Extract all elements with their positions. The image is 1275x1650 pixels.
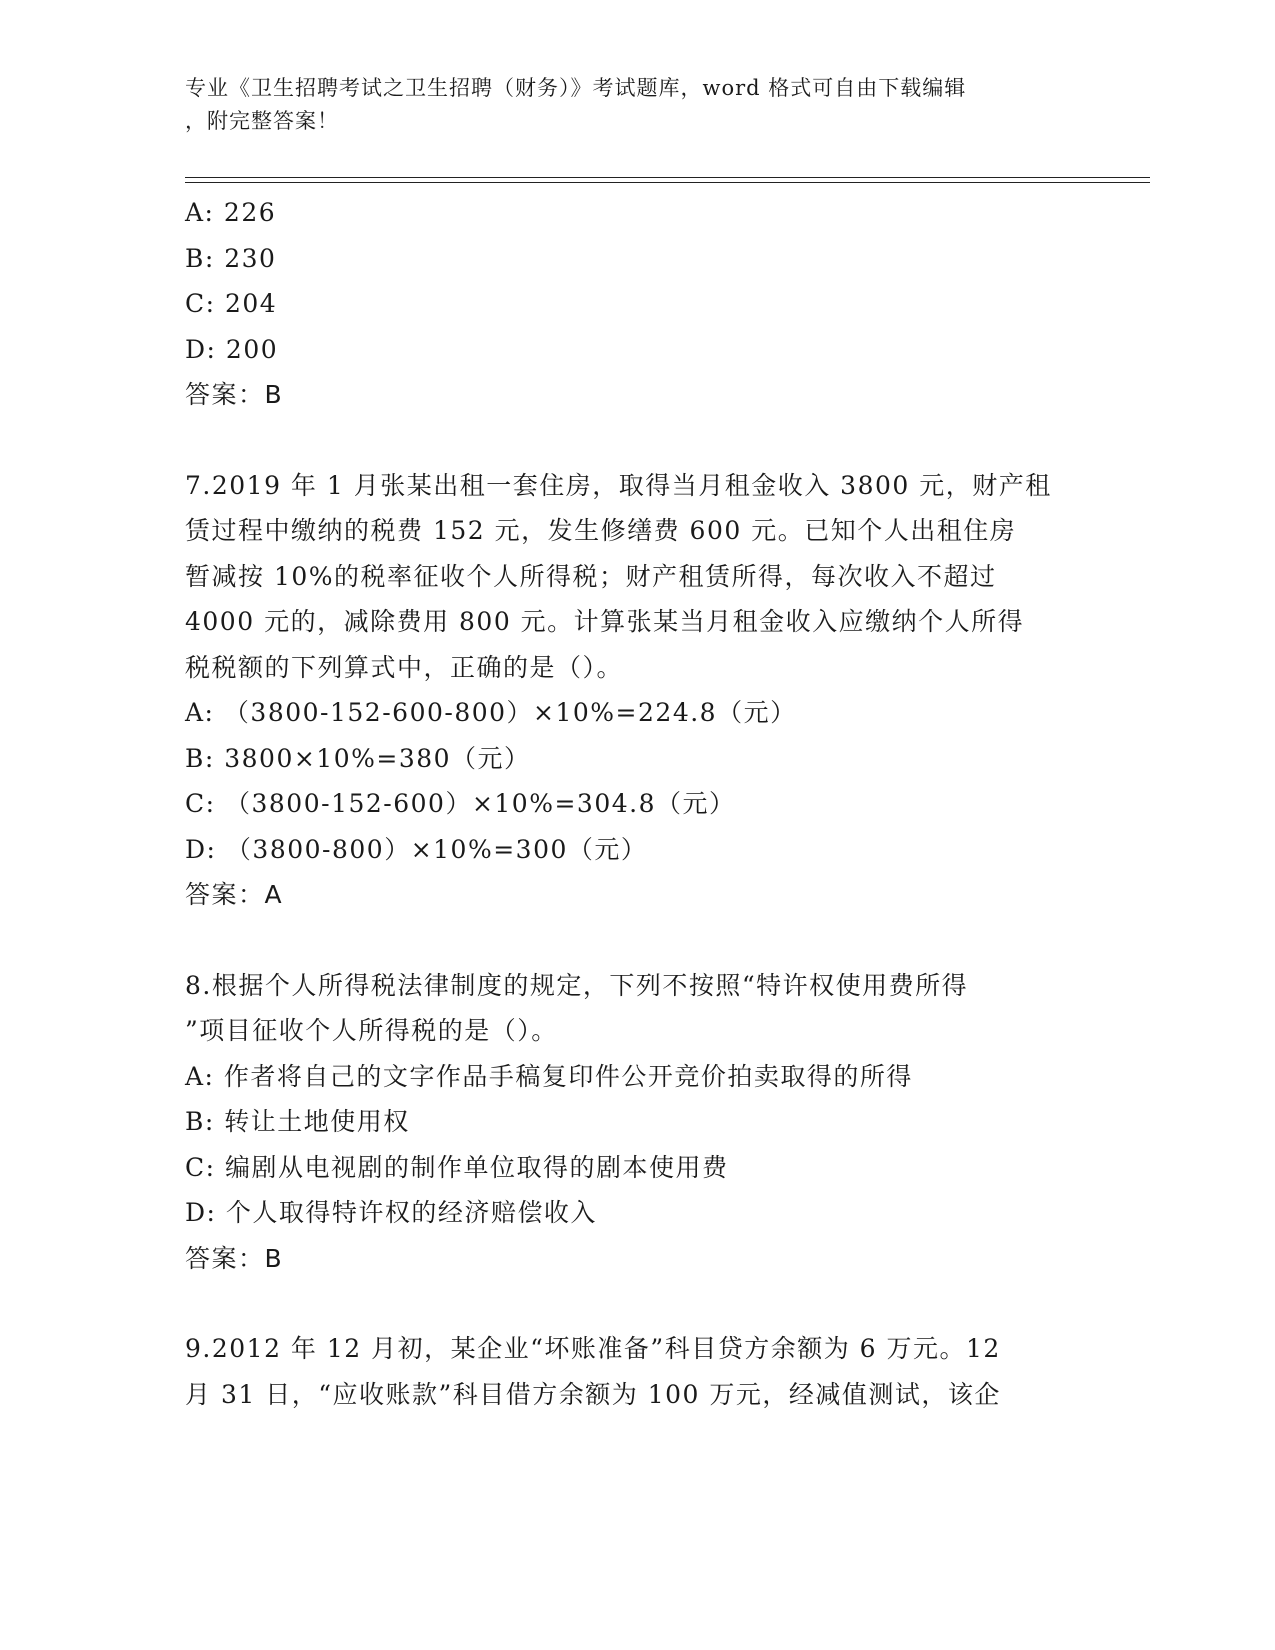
question-text-line: 7.2019 年 1 月张某出租一套住房，取得当月租金收入 3800 元，财产租 bbox=[185, 470, 1052, 500]
spacer bbox=[185, 918, 1085, 963]
option-c: C: 204 bbox=[185, 289, 278, 318]
question-8 bbox=[185, 963, 1085, 1282]
option-a: A: 226 bbox=[185, 198, 277, 227]
question-list bbox=[185, 190, 1085, 1417]
option-d: D: 个人取得特许权的经济赔偿收入 bbox=[185, 1198, 597, 1227]
question-text-line: 8.根据个人所得税法律制度的规定，下列不按照“特许权使用费所得 bbox=[185, 970, 969, 1000]
option-d: D: （3800-800）×10%=300（元） bbox=[185, 834, 648, 864]
option-a: A: （3800-152-600-800）×10%=224.8（元） bbox=[185, 698, 797, 727]
option-b: B: 3800×10%=380（元） bbox=[185, 743, 531, 773]
answer: 答案：A bbox=[185, 880, 284, 909]
header-divider-bottom bbox=[185, 182, 1150, 183]
question-text-line: 税税额的下列算式中，正确的是（）。 bbox=[185, 652, 624, 682]
question-text-line: 赁过程中缴纳的税费 152 元，发生修缮费 600 元。已知个人出租住房 bbox=[185, 516, 1017, 545]
option-d: D: 200 bbox=[185, 334, 279, 364]
spacer bbox=[185, 418, 1085, 463]
question-9 bbox=[185, 1326, 1085, 1417]
question-text-line: ”项目征收个人所得税的是（）。 bbox=[185, 1016, 558, 1045]
option-c: C: 编剧从电视剧的制作单位取得的剧本使用费 bbox=[185, 1152, 729, 1182]
header-line-1: 专业《卫生招聘考试之卫生招聘（财务）》考试题库，word 格式可自由下载编辑 bbox=[185, 76, 967, 100]
question-text-line: 4000 元的，减除费用 800 元。计算张某当月租金收入应缴纳个人所得 bbox=[185, 607, 1025, 636]
question-text-line: 9.2012 年 12 月初，某企业“坏账准备”科目贷方余额为 6 万元。12 bbox=[185, 1334, 1001, 1363]
answer: 答案：B bbox=[185, 1243, 284, 1273]
option-a: A: 作者将自己的文字作品手稿复印件公开竞价拍卖取得的所得 bbox=[185, 1061, 913, 1091]
question-text-line: 月 31 日，“应收账款”科目借方余额为 100 万元，经减值测试，该企 bbox=[185, 1379, 1001, 1409]
question-6 bbox=[185, 190, 1085, 418]
answer: 答案：B bbox=[185, 380, 284, 409]
question-7 bbox=[185, 463, 1085, 918]
header-divider-top bbox=[185, 177, 1150, 178]
option-b: B: 230 bbox=[185, 243, 277, 273]
document-header bbox=[185, 72, 1085, 138]
question-text-line: 暂减按 10%的税率征收个人所得税；财产租赁所得，每次收入不超过 bbox=[185, 561, 997, 591]
header-line-2: ，附完整答案！ bbox=[185, 109, 339, 133]
option-c: C: （3800-152-600）×10%=304.8（元） bbox=[185, 789, 736, 818]
option-b: B: 转让土地使用权 bbox=[185, 1107, 410, 1136]
spacer bbox=[185, 1281, 1085, 1326]
